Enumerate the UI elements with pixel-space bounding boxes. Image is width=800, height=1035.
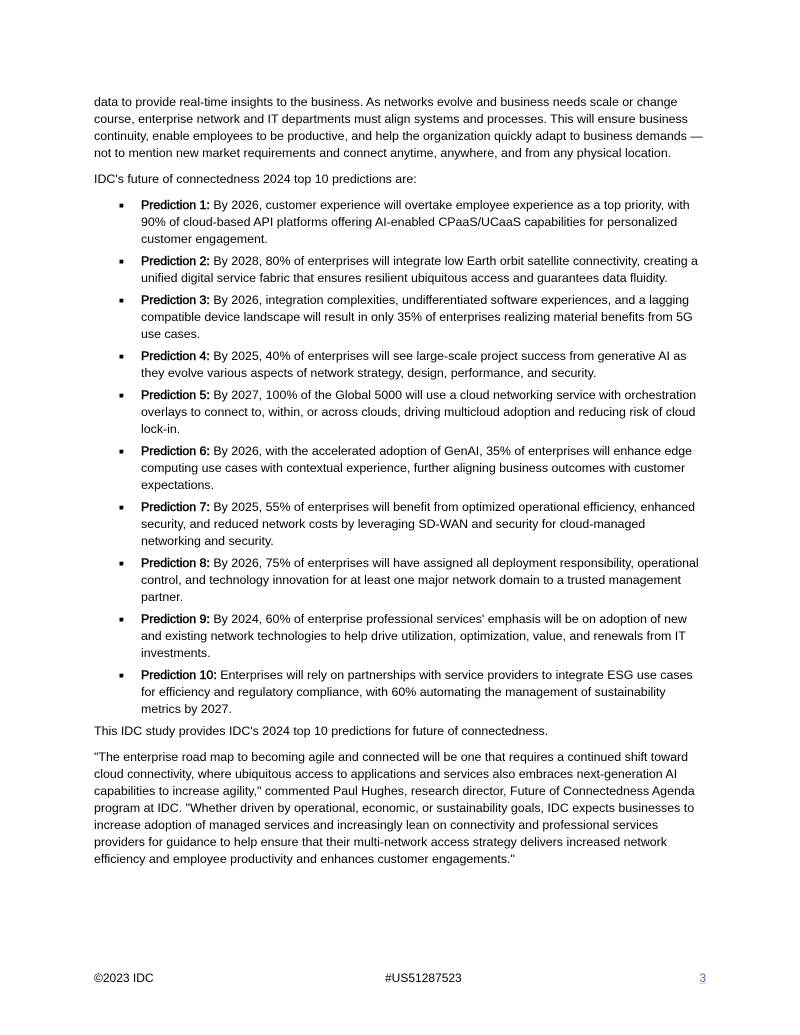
- prediction-item-10: [94, 667, 706, 718]
- square-bullet-icon: ■: [119, 352, 124, 361]
- prediction-item-6: [94, 443, 706, 494]
- prediction-label: Prediction 7:: [141, 500, 210, 514]
- prediction-label: Prediction 1:: [141, 198, 210, 212]
- prediction-label: Prediction 6:: [141, 444, 210, 458]
- prediction-item-9: [94, 611, 706, 662]
- square-bullet-icon: ■: [119, 447, 124, 456]
- prediction-text: By 2027, 100% of the Global 5000 will use a cloud networking service with orchestration overlays to connect to, within, or across clouds, driving multicloud adoption and reducing risk of cloud lock-in.: [141, 388, 697, 436]
- prediction-text: By 2026, with the accelerated adoption of GenAI, 35% of enterprises will enhance edge computing use cases with contextual experience, further aligning business outcomes with customer expectations.: [141, 444, 693, 492]
- prediction-label: Prediction 8:: [141, 556, 210, 570]
- prediction-item-1: [94, 197, 706, 248]
- page-body: [94, 94, 706, 868]
- predictions-lead: IDC's future of connectedness 2024 top 10 predictions are:: [94, 172, 417, 186]
- square-bullet-icon: ■: [119, 257, 124, 266]
- square-bullet-icon: ■: [119, 503, 124, 512]
- prediction-label: Prediction 3:: [141, 293, 210, 307]
- prediction-item-7: [94, 499, 706, 550]
- prediction-text: By 2026, 75% of enterprises will have assigned all deployment responsibility, operational control, and technology innovation for at least one major network domain to a trusted management partner.: [141, 556, 699, 604]
- prediction-item-5: [94, 387, 706, 438]
- prediction-text: By 2025, 40% of enterprises will see large-scale project success from generative AI as they evolve various aspects of network strategy, design, performance, and security.: [141, 349, 687, 380]
- footer-copyright: ©2023 IDC: [94, 971, 154, 985]
- predictions-list: [94, 197, 706, 718]
- square-bullet-icon: ■: [119, 296, 124, 305]
- footer-document-id: #US51287523: [385, 971, 462, 985]
- square-bullet-icon: ■: [119, 559, 124, 568]
- prediction-text: Enterprises will rely on partnerships with service providers to integrate ESG use cases for efficiency and regulatory compliance, with 60% automating the management of sustainability metrics by 2027.: [141, 668, 693, 716]
- prediction-text: By 2026, integration complexities, undifferentiated software experiences, and a lagging compatible device landscape will result in only 35% of enterprises realizing material benefits from 5G use cases.: [141, 293, 693, 341]
- footer-page-number-link[interactable]: 3: [699, 971, 706, 985]
- square-bullet-icon: ■: [119, 201, 124, 210]
- prediction-label: Prediction 9:: [141, 612, 210, 626]
- intro-paragraph: data to provide real-time insights to the business. As networks evolve and business needs scale or change course, enterprise network and IT departments must align systems and processes. This will ensure business continuity, enable employees to be productive, and help the organization quickly adapt to business demands — not to mention new market requirements and connect anytime, anywhere, and from any physical location.: [94, 95, 703, 160]
- prediction-label: Prediction 4:: [141, 349, 210, 363]
- prediction-label: Prediction 2:: [141, 254, 210, 268]
- study-paragraph: This IDC study provides IDC's 2024 top 10 predictions for future of connectedness.: [94, 724, 549, 738]
- square-bullet-icon: ■: [119, 671, 124, 680]
- prediction-text: By 2028, 80% of enterprises will integrate low Earth orbit satellite connectivity, creating a unified digital service fabric that ensures resilient ubiquitous access and guarantees data fluidity.: [141, 254, 698, 285]
- prediction-label: Prediction 10:: [141, 668, 217, 682]
- square-bullet-icon: ■: [119, 391, 124, 400]
- prediction-item-2: [94, 253, 706, 287]
- prediction-item-3: [94, 292, 706, 343]
- prediction-item-4: [94, 348, 706, 382]
- prediction-item-8: [94, 555, 706, 606]
- quote-paragraph: "The enterprise road map to becoming agile and connected will be one that requires a continued shift toward cloud connectivity, where ubiquitous access to applications and services also embraces next-generation AI capabilities to increase agility," commented Paul Hughes, research director, Future of Connectedness Agenda program at IDC. "Whether driven by operational, economic, or sustainability goals, IDC expects businesses to increase adoption of managed services and increasingly lean on connectivity and professional services providers for guidance to help ensure that their multi-network access strategy delivers increased network efficiency and employee productivity and enhances customer engagements.": [94, 750, 695, 866]
- square-bullet-icon: ■: [119, 615, 124, 624]
- prediction-text: By 2026, customer experience will overtake employee experience as a top priority, with 90% of cloud-based API platforms offering AI-enabled CPaaS/UCaaS capabilities for personalized customer engagement.: [141, 198, 690, 246]
- prediction-text: By 2025, 55% of enterprises will benefit from optimized operational efficiency, enhanced security, and reduced network costs by leveraging SD-WAN and security for cloud-managed networking and security.: [141, 500, 695, 548]
- page-footer: [94, 970, 706, 987]
- prediction-label: Prediction 5:: [141, 388, 210, 402]
- prediction-text: By 2024, 60% of enterprise professional services' emphasis will be on adoption of new and existing network technologies to help drive utilization, optimization, value, and renewals from IT investments.: [141, 612, 687, 660]
